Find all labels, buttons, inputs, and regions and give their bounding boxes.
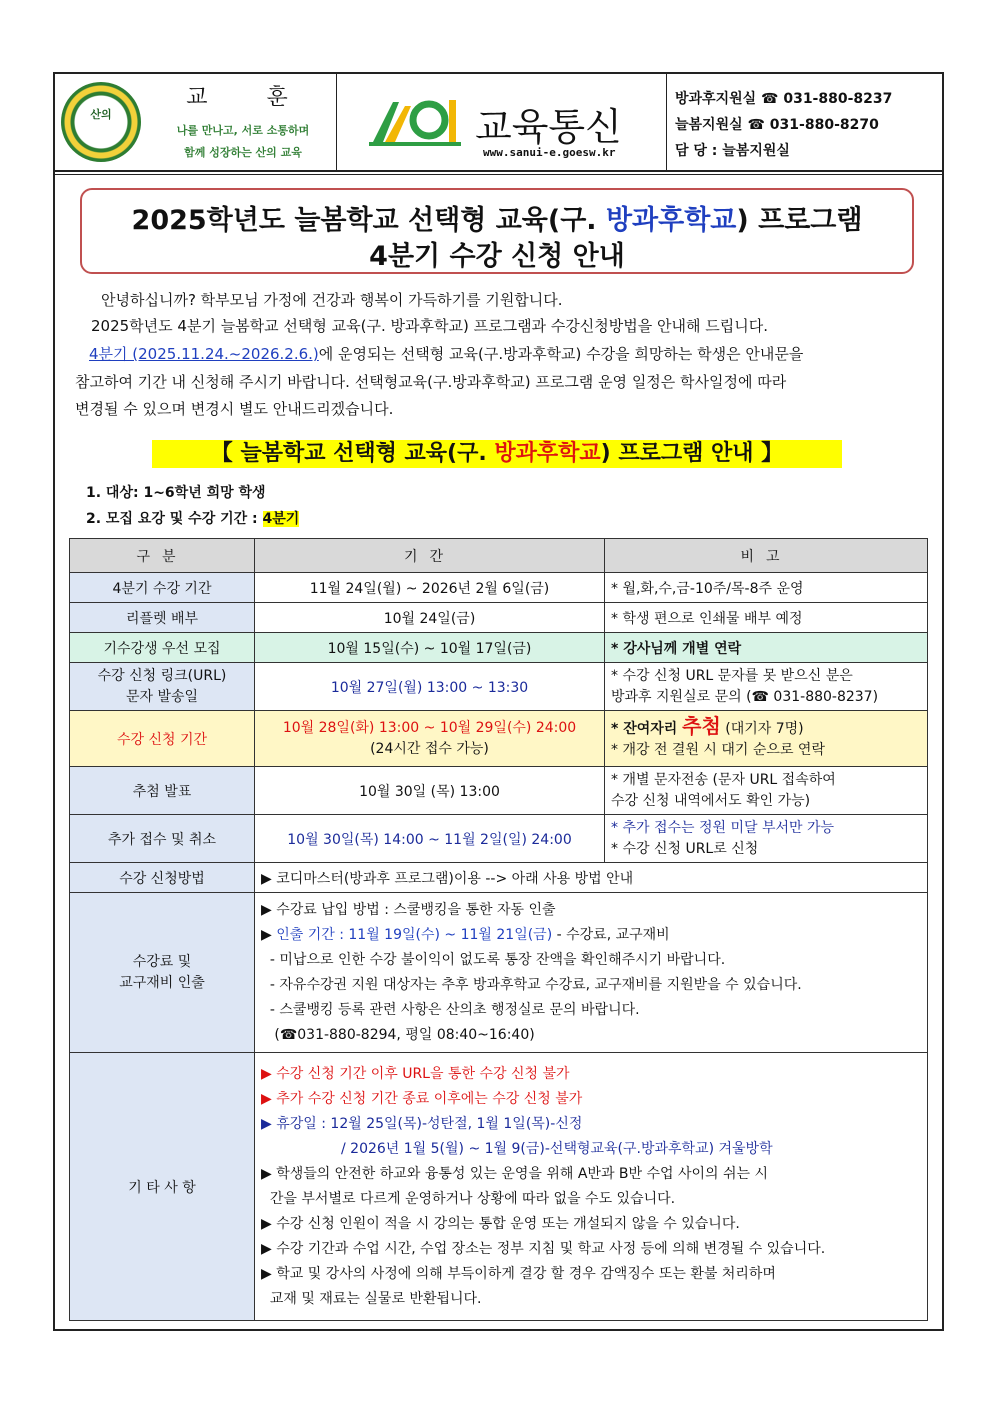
- list-item: ▶ 추가 수강 신청 기간 종료 이후에는 수강 신청 불가: [261, 1090, 583, 1107]
- row-label: 리플렛 배부: [70, 603, 255, 633]
- row-period: 10월 30일 (목) 13:00: [255, 767, 605, 815]
- table-row: [70, 893, 928, 1053]
- schedule-item-text: 2. 모집 요강 및 수강 기간 :: [86, 511, 263, 527]
- row-note: [605, 663, 928, 711]
- list-item: ▶ 수강 신청 인원이 적을 시 강의는 통합 운영 또는 개설되지 않을 수 있습니다.: [261, 1215, 740, 1232]
- table-row: [70, 863, 928, 893]
- seal-text: 산의: [90, 108, 112, 121]
- row-note: * 학생 편으로 인쇄물 배부 예정: [605, 603, 928, 633]
- row-label-line: 문자 발송일: [125, 688, 199, 705]
- row-note: * 월,화,수,금-10주/목-8주 운영: [605, 573, 928, 603]
- sanui-logo-icon: [365, 92, 465, 148]
- header-divider: [53, 170, 944, 172]
- list-item: 간을 부서별로 다르게 운영하거나 상황에 따라 없을 수도 있습니다.: [261, 1190, 676, 1207]
- brand-name: 교육통신: [475, 105, 622, 149]
- list-item: - 미납으로 인한 수강 불이익이 없도록 통장 잔액을 확인해주시기 바랍니다.: [261, 951, 726, 968]
- row-note-line: * 수강 신청 URL 문자를 못 받으신 분은: [611, 667, 853, 684]
- intro-paragraph-2-text: 에 운영되는 선택형 교육(구.방과후학교) 수강을 희망하는 학생은 안내문을: [318, 345, 804, 363]
- row-label: 수강 신청방법: [70, 863, 255, 893]
- header-divider-thin: [53, 174, 944, 175]
- list-text: - 수강료, 교구재비: [552, 926, 670, 943]
- row-note-line: * 개별 문자전송 (문자 URL 접속하여: [611, 771, 836, 788]
- table-row: [70, 663, 928, 711]
- list-item: 교재 및 재료는 실물로 반환됩니다.: [261, 1290, 482, 1307]
- list-item: ▶ 수강료 납입 방법 : 스쿨뱅킹을 통한 자동 인출: [261, 901, 556, 918]
- list-item: ▶ 학생들의 안전한 하교와 융통성 있는 운영을 위해 A반과 B반 수업 사이의 쉬는 시: [261, 1165, 769, 1182]
- list-item: ▶ 수강 신청 기간 이후 URL을 통한 수강 신청 불가: [261, 1065, 570, 1082]
- list-item: / 2026년 1월 5(월) ~ 1월 9(금)-선택형교육(구.방과후학교) 겨울방학: [341, 1140, 773, 1157]
- row-note-line: 방과후 지원실로 문의 (☎ 031-880-8237): [611, 688, 879, 705]
- lottery-label: 추첨: [682, 714, 721, 738]
- row-note-line: * 수강 신청 URL로 신청: [611, 840, 759, 857]
- row-note-text: (대기자 7명): [720, 721, 804, 737]
- document-title-line-1: [82, 198, 912, 237]
- row-label: 수강 신청 기간: [70, 711, 255, 767]
- row-period: 10월 24일(금): [255, 603, 605, 633]
- list-item: ▶ 수강 기간과 수업 시간, 수업 장소는 정부 지침 및 학교 사정 등에 의해 변경될 수 있습니다.: [261, 1240, 826, 1257]
- row-label: 기수강생 우선 모집: [70, 633, 255, 663]
- intro-paragraph-4: 변경될 수 있으며 변경시 별도 안내드리겠습니다.: [75, 400, 394, 418]
- column-header-note: 비고: [605, 539, 928, 573]
- title-prefix: 2025학년도 늘봄학교 선택형 교육(구.: [131, 205, 606, 236]
- list-item: - 스쿨뱅킹 등록 관련 사항은 산의초 행정실로 문의 바랍니다.: [261, 1001, 640, 1018]
- row-content: [255, 893, 928, 1053]
- banner-prefix: 【 늘봄학교 선택형 교육(구.: [210, 441, 495, 466]
- row-period: 10월 27일(월) 13:00 ~ 13:30: [255, 663, 605, 711]
- newsletter-header: [55, 74, 942, 172]
- row-period: 10월 15일(수) ~ 10월 17일(금): [255, 633, 605, 663]
- contact-cell: [667, 74, 942, 172]
- row-note: [605, 767, 928, 815]
- row-note-line: * 개강 전 결원 시 대기 순으로 연락: [611, 742, 825, 758]
- brand-cell: [337, 74, 667, 172]
- list-item: (☎031-880-8294, 평일 08:40~16:40): [261, 1026, 535, 1043]
- withdrawal-period: 인출 기간 : 11월 19일(수) ~ 11월 21일(금): [276, 926, 553, 943]
- list-item: - 자유수강권 지원 대상자는 추후 방과후학교 수강료, 교구재비를 지원받을 수 있습니다.: [261, 976, 802, 993]
- table-row: [70, 767, 928, 815]
- row-note: * 강사님께 개별 연락: [605, 633, 928, 663]
- row-label-line: 수강 신청 링크(URL): [97, 667, 227, 684]
- table-row: [70, 633, 928, 663]
- row-period: [255, 711, 605, 767]
- title-highlight: 방과후학교: [605, 205, 737, 236]
- row-content: ▶ 코디마스터(방과후 프로그램)이용 --> 아래 사용 방법 안내: [255, 863, 928, 893]
- school-motto-cell: [55, 74, 337, 172]
- list-item: ▶ 학교 및 강사의 사정에 의해 부득이하게 결강 할 경우 감액징수 또는 환불 처리하며: [261, 1265, 776, 1282]
- program-guide-banner: [152, 440, 842, 468]
- quarter-period-link: 4분기 (2025.11.24.~2026.2.6.): [89, 345, 319, 363]
- motto-line-1: 나를 만나고, 서로 소통하며: [176, 124, 310, 137]
- row-label: 추첨 발표: [70, 767, 255, 815]
- intro-greeting: 안녕하십니까? 학부모님 가정에 건강과 행복이 가득하기를 기원합니다.: [101, 291, 563, 309]
- row-period: 10월 30일(목) 14:00 ~ 11월 2일(일) 24:00: [255, 815, 605, 863]
- quarter-badge: 4분기: [262, 511, 300, 527]
- row-label: 추가 접수 및 취소: [70, 815, 255, 863]
- row-note-line: * 추가 접수는 정원 미달 부서만 가능: [611, 819, 835, 836]
- school-website-link[interactable]: www.sanui-e.goesw.kr: [483, 146, 616, 159]
- column-header-period: 기간: [255, 539, 605, 573]
- contact-afterschool: 방과후지원실 ☎ 031-880-8237: [675, 91, 893, 107]
- motto-line-2: 함께 성장하는 산의 교육: [184, 146, 302, 159]
- row-label-line: 수강료 및: [132, 953, 192, 970]
- row-note-line: [611, 716, 921, 740]
- row-label: 4분기 수강 기간: [70, 573, 255, 603]
- intro-paragraph-2: [75, 344, 945, 364]
- banner-highlight: 방과후학교: [494, 441, 601, 466]
- contact-manager: 담 당 : 늘봄지원실: [675, 143, 790, 159]
- title-suffix: ) 프로그램: [736, 205, 863, 236]
- row-period-line: 10월 28일(화) 13:00 ~ 10월 29일(수) 24:00: [282, 719, 577, 736]
- column-header-category: 구분: [70, 539, 255, 573]
- row-note-line: 수강 신청 내역에서도 확인 가능): [611, 792, 811, 809]
- row-note: [605, 815, 928, 863]
- document-title-line-2: 4분기 수강 신청 안내: [369, 241, 625, 272]
- banner-suffix: ) 프로그램 안내 】: [600, 441, 784, 466]
- row-label-line: 교구재비 인출: [119, 974, 205, 991]
- table-header-row: [70, 539, 928, 573]
- intro-paragraph-3: 참고하여 기간 내 신청해 주시기 바랍니다. 선택형교육(구.방과후학교) 프로그램 운영 일정은 학사일정에 따라: [75, 373, 787, 391]
- list-item: ▶ 휴강일 : 12월 25일(목)-성탄절, 1월 1일(목)-신정: [261, 1115, 583, 1132]
- table-row: [70, 573, 928, 603]
- schedule-item: [86, 508, 299, 528]
- school-seal-icon: [61, 82, 141, 162]
- table-row: [70, 711, 928, 767]
- row-content: [255, 1053, 928, 1321]
- intro-paragraph-1: 2025학년도 4분기 늘봄학교 선택형 교육(구. 방과후학교) 프로그램과 수강신청방법을 안내해 드립니다.: [91, 317, 768, 335]
- table-row: [70, 815, 928, 863]
- list-item: [261, 923, 921, 948]
- row-label: [70, 893, 255, 1053]
- table-row: [70, 603, 928, 633]
- row-label: [70, 663, 255, 711]
- motto-title: 교 훈: [186, 85, 314, 110]
- row-period-line: (24시간 접수 가능): [370, 740, 489, 757]
- row-period: 11월 24일(월) ~ 2026년 2월 6일(금): [255, 573, 605, 603]
- schedule-table: [69, 538, 928, 1321]
- row-note-text: * 잔여자리: [611, 721, 683, 737]
- row-label: 기 타 사 항: [70, 1053, 255, 1321]
- contact-neulbom: 늘봄지원실 ☎ 031-880-8270: [675, 117, 879, 133]
- target-item: 1. 대상: 1~6학년 희망 학생: [86, 485, 266, 501]
- row-note: [605, 711, 928, 767]
- table-row: [70, 1053, 928, 1321]
- list-bullet: ▶: [261, 926, 277, 943]
- document-title-box: [80, 188, 914, 274]
